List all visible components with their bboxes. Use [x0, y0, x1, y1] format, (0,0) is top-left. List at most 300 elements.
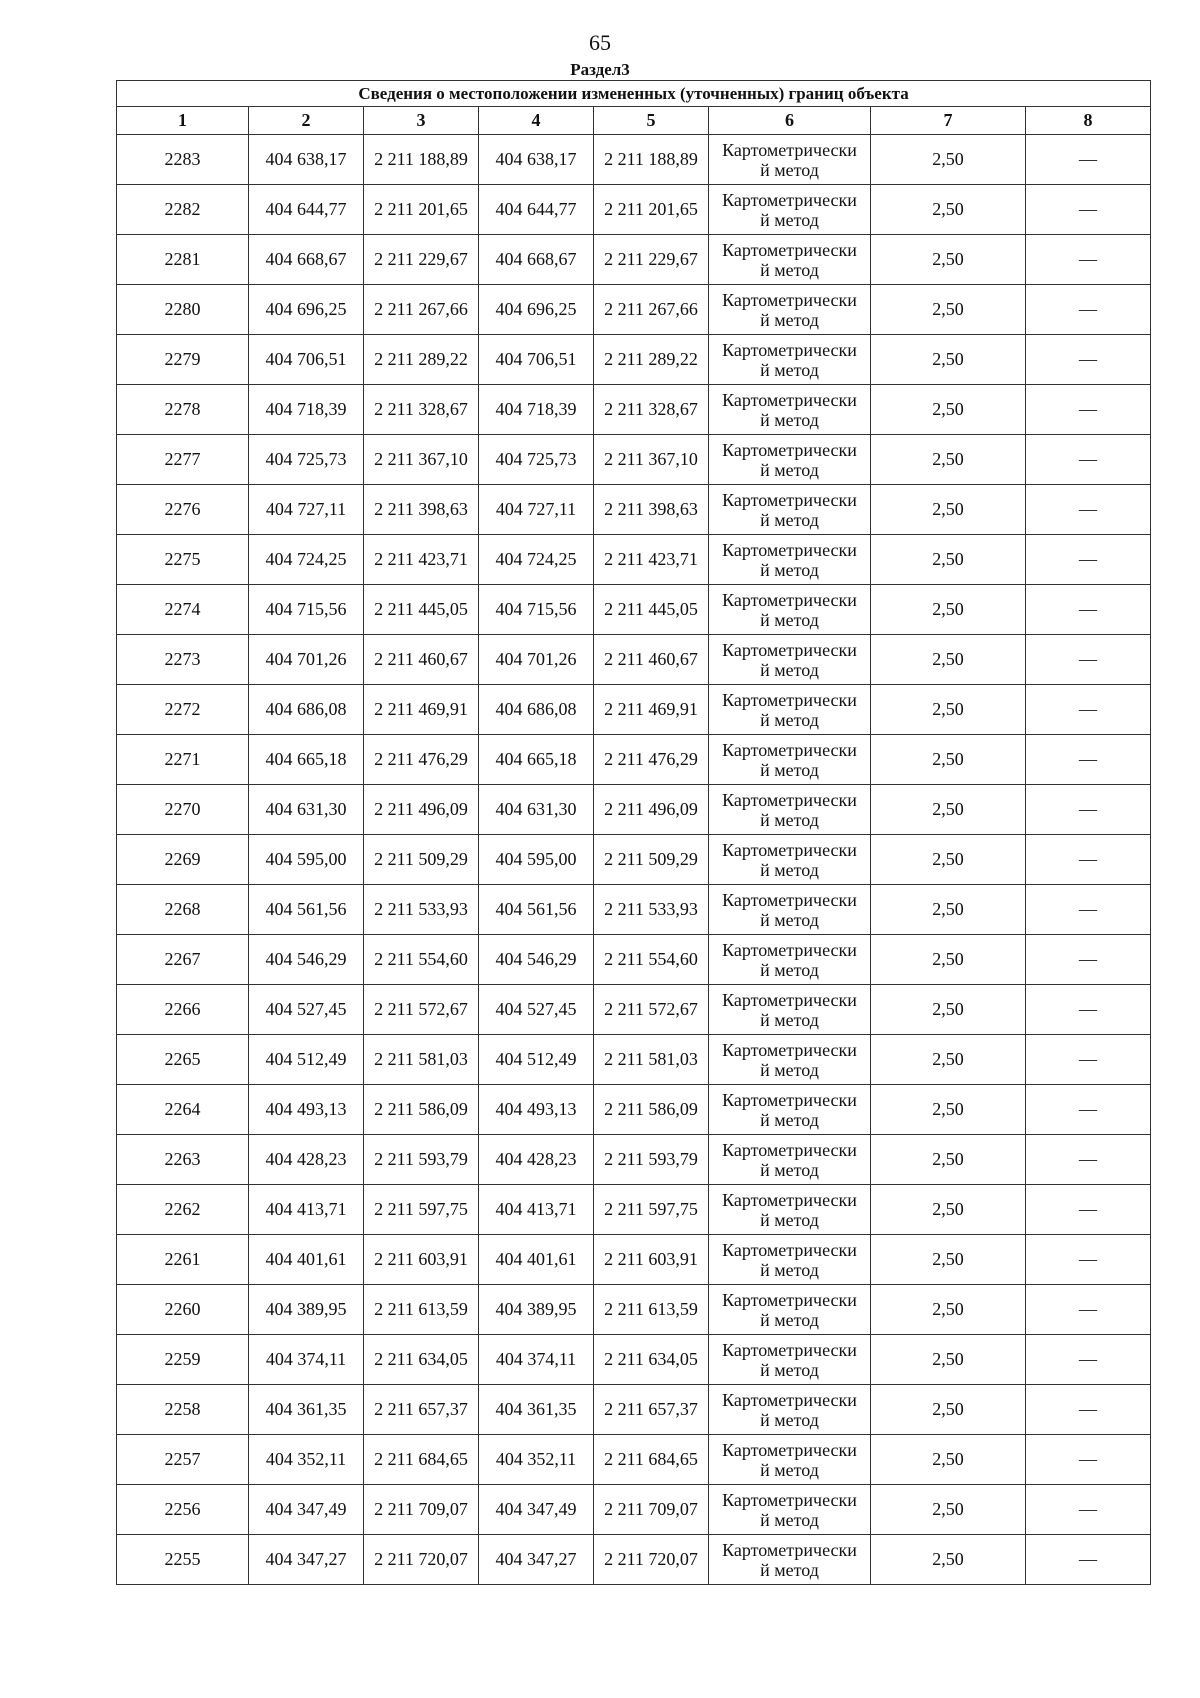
method-text-line2: й метод [760, 1109, 819, 1130]
method-text-line1: Картометрически [722, 1489, 857, 1510]
method-cell [709, 1435, 871, 1485]
accuracy-cell: 2,50 [871, 1135, 1026, 1185]
method-text-line1: Картометрически [722, 289, 857, 310]
method-text-line2: й метод [760, 1409, 819, 1430]
point-number-cell: 2273 [117, 635, 249, 685]
y-coordinate-new-cell: 2 211 188,89 [594, 135, 709, 185]
note-cell: — [1026, 335, 1151, 385]
point-number-cell: 2271 [117, 735, 249, 785]
note-cell: — [1026, 1235, 1151, 1285]
method-text-line1: Картометрически [722, 839, 857, 860]
x-coordinate-existing-cell: 404 361,35 [249, 1385, 364, 1435]
y-coordinate-new-cell: 2 211 554,60 [594, 935, 709, 985]
point-number-cell: 2264 [117, 1085, 249, 1135]
method-text-line2: й метод [760, 609, 819, 630]
x-coordinate-new-cell: 404 352,11 [479, 1435, 594, 1485]
method-cell [709, 1485, 871, 1535]
table-row [117, 285, 1151, 335]
table-caption-row [117, 81, 1151, 107]
note-cell: — [1026, 1285, 1151, 1335]
note-cell: — [1026, 435, 1151, 485]
y-coordinate-existing-cell: 2 211 634,05 [364, 1335, 479, 1385]
table-row [117, 135, 1151, 185]
point-number-cell: 2268 [117, 885, 249, 935]
point-number-cell: 2255 [117, 1535, 249, 1585]
y-coordinate-existing-cell: 2 211 586,09 [364, 1085, 479, 1135]
method-text-line1: Картометрически [722, 1089, 857, 1110]
y-coordinate-existing-cell: 2 211 593,79 [364, 1135, 479, 1185]
table-row [117, 835, 1151, 885]
method-text-line2: й метод [760, 1459, 819, 1480]
x-coordinate-existing-cell: 404 701,26 [249, 635, 364, 685]
x-coordinate-existing-cell: 404 631,30 [249, 785, 364, 835]
y-coordinate-existing-cell: 2 211 613,59 [364, 1285, 479, 1335]
point-number-cell: 2279 [117, 335, 249, 385]
method-text-line1: Картометрически [722, 639, 857, 660]
note-cell: — [1026, 1335, 1151, 1385]
accuracy-cell: 2,50 [871, 185, 1026, 235]
point-number-cell: 2261 [117, 1235, 249, 1285]
note-cell: — [1026, 1085, 1151, 1135]
note-cell: — [1026, 535, 1151, 585]
x-coordinate-new-cell: 404 665,18 [479, 735, 594, 785]
x-coordinate-existing-cell: 404 644,77 [249, 185, 364, 235]
x-coordinate-existing-cell: 404 686,08 [249, 685, 364, 735]
table-row [117, 335, 1151, 385]
column-number: 2 [249, 107, 364, 135]
method-cell [709, 885, 871, 935]
method-cell [709, 735, 871, 785]
method-cell [709, 1385, 871, 1435]
x-coordinate-existing-cell: 404 665,18 [249, 735, 364, 785]
table-row [117, 485, 1151, 535]
method-text-line2: й метод [760, 1009, 819, 1030]
point-number-cell: 2275 [117, 535, 249, 585]
table-row [117, 385, 1151, 435]
method-cell [709, 1035, 871, 1085]
y-coordinate-new-cell: 2 211 657,37 [594, 1385, 709, 1435]
method-text-line1: Картометрически [722, 1539, 857, 1560]
method-text-line1: Картометрически [722, 939, 857, 960]
y-coordinate-existing-cell: 2 211 657,37 [364, 1385, 479, 1435]
x-coordinate-existing-cell: 404 413,71 [249, 1185, 364, 1235]
method-text-line2: й метод [760, 259, 819, 280]
x-coordinate-new-cell: 404 727,11 [479, 485, 594, 535]
note-cell: — [1026, 885, 1151, 935]
method-cell [709, 835, 871, 885]
point-number-cell: 2266 [117, 985, 249, 1035]
note-cell: — [1026, 1385, 1151, 1435]
method-cell [709, 385, 871, 435]
method-cell [709, 135, 871, 185]
table-row [117, 185, 1151, 235]
point-number-cell: 2270 [117, 785, 249, 835]
point-number-cell: 2260 [117, 1285, 249, 1335]
point-number-cell: 2262 [117, 1185, 249, 1235]
method-cell [709, 485, 871, 535]
accuracy-cell: 2,50 [871, 735, 1026, 785]
method-cell [709, 285, 871, 335]
method-text-line2: й метод [760, 459, 819, 480]
note-cell: — [1026, 185, 1151, 235]
x-coordinate-existing-cell: 404 347,27 [249, 1535, 364, 1585]
y-coordinate-new-cell: 2 211 398,63 [594, 485, 709, 535]
method-cell [709, 785, 871, 835]
y-coordinate-new-cell: 2 211 634,05 [594, 1335, 709, 1385]
method-text-line2: й метод [760, 1059, 819, 1080]
y-coordinate-existing-cell: 2 211 367,10 [364, 435, 479, 485]
method-text-line2: й метод [760, 509, 819, 530]
y-coordinate-new-cell: 2 211 709,07 [594, 1485, 709, 1535]
note-cell: — [1026, 135, 1151, 185]
method-text-line1: Картометрически [722, 1239, 857, 1260]
y-coordinate-new-cell: 2 211 476,29 [594, 735, 709, 785]
method-cell [709, 1235, 871, 1285]
point-number-cell: 2256 [117, 1485, 249, 1535]
x-coordinate-existing-cell: 404 724,25 [249, 535, 364, 585]
point-number-cell: 2282 [117, 185, 249, 235]
y-coordinate-existing-cell: 2 211 709,07 [364, 1485, 479, 1535]
accuracy-cell: 2,50 [871, 1335, 1026, 1385]
method-text-line1: Картометрически [722, 1389, 857, 1410]
accuracy-cell: 2,50 [871, 685, 1026, 735]
x-coordinate-existing-cell: 404 727,11 [249, 485, 364, 535]
y-coordinate-existing-cell: 2 211 533,93 [364, 885, 479, 935]
accuracy-cell: 2,50 [871, 1085, 1026, 1135]
y-coordinate-existing-cell: 2 211 509,29 [364, 835, 479, 885]
note-cell: — [1026, 985, 1151, 1035]
note-cell: — [1026, 685, 1151, 735]
y-coordinate-existing-cell: 2 211 267,66 [364, 285, 479, 335]
x-coordinate-existing-cell: 404 374,11 [249, 1335, 364, 1385]
method-text-line1: Картометрически [722, 889, 857, 910]
x-coordinate-existing-cell: 404 401,61 [249, 1235, 364, 1285]
y-coordinate-existing-cell: 2 211 328,67 [364, 385, 479, 435]
y-coordinate-new-cell: 2 211 201,65 [594, 185, 709, 235]
table-row [117, 1185, 1151, 1235]
note-cell: — [1026, 835, 1151, 885]
y-coordinate-new-cell: 2 211 367,10 [594, 435, 709, 485]
method-cell [709, 935, 871, 985]
x-coordinate-new-cell: 404 401,61 [479, 1235, 594, 1285]
point-number-cell: 2277 [117, 435, 249, 485]
x-coordinate-existing-cell: 404 706,51 [249, 335, 364, 385]
table-row [117, 1485, 1151, 1535]
method-cell [709, 185, 871, 235]
x-coordinate-new-cell: 404 706,51 [479, 335, 594, 385]
method-text-line1: Картометрически [722, 1289, 857, 1310]
accuracy-cell: 2,50 [871, 835, 1026, 885]
method-cell [709, 235, 871, 285]
point-number-cell: 2283 [117, 135, 249, 185]
x-coordinate-existing-cell: 404 352,11 [249, 1435, 364, 1485]
accuracy-cell: 2,50 [871, 935, 1026, 985]
column-number: 6 [709, 107, 871, 135]
accuracy-cell: 2,50 [871, 1535, 1026, 1585]
note-cell: — [1026, 1035, 1151, 1085]
accuracy-cell: 2,50 [871, 635, 1026, 685]
y-coordinate-existing-cell: 2 211 496,09 [364, 785, 479, 835]
table-row [117, 1085, 1151, 1135]
y-coordinate-new-cell: 2 211 469,91 [594, 685, 709, 735]
point-number-cell: 2263 [117, 1135, 249, 1185]
accuracy-cell: 2,50 [871, 885, 1026, 935]
table-row [117, 685, 1151, 735]
table-row [117, 635, 1151, 685]
y-coordinate-new-cell: 2 211 267,66 [594, 285, 709, 335]
method-cell [709, 1335, 871, 1385]
x-coordinate-new-cell: 404 512,49 [479, 1035, 594, 1085]
accuracy-cell: 2,50 [871, 385, 1026, 435]
x-coordinate-new-cell: 404 644,77 [479, 185, 594, 235]
method-text-line2: й метод [760, 909, 819, 930]
column-number: 7 [871, 107, 1026, 135]
method-text-line1: Картометрически [722, 339, 857, 360]
note-cell: — [1026, 635, 1151, 685]
method-text-line1: Картометрически [722, 539, 857, 560]
x-coordinate-new-cell: 404 668,67 [479, 235, 594, 285]
note-cell: — [1026, 785, 1151, 835]
x-coordinate-existing-cell: 404 595,00 [249, 835, 364, 885]
table-caption: Сведения о местоположении измененных (уточненных) границ объекта [117, 81, 1151, 107]
x-coordinate-existing-cell: 404 561,56 [249, 885, 364, 935]
accuracy-cell: 2,50 [871, 335, 1026, 385]
table-row [117, 435, 1151, 485]
y-coordinate-existing-cell: 2 211 229,67 [364, 235, 479, 285]
y-coordinate-new-cell: 2 211 603,91 [594, 1235, 709, 1285]
y-coordinate-existing-cell: 2 211 289,22 [364, 335, 479, 385]
method-text-line2: й метод [760, 1309, 819, 1330]
y-coordinate-existing-cell: 2 211 603,91 [364, 1235, 479, 1285]
column-number: 8 [1026, 107, 1151, 135]
method-text-line2: й метод [760, 709, 819, 730]
table-row [117, 885, 1151, 935]
accuracy-cell: 2,50 [871, 1385, 1026, 1435]
y-coordinate-existing-cell: 2 211 188,89 [364, 135, 479, 185]
accuracy-cell: 2,50 [871, 1485, 1026, 1535]
point-number-cell: 2269 [117, 835, 249, 885]
point-number-cell: 2274 [117, 585, 249, 635]
x-coordinate-existing-cell: 404 696,25 [249, 285, 364, 335]
x-coordinate-existing-cell: 404 527,45 [249, 985, 364, 1035]
y-coordinate-new-cell: 2 211 445,05 [594, 585, 709, 635]
note-cell: — [1026, 1535, 1151, 1585]
method-text-line2: й метод [760, 359, 819, 380]
y-coordinate-existing-cell: 2 211 720,07 [364, 1535, 479, 1585]
accuracy-cell: 2,50 [871, 1235, 1026, 1285]
x-coordinate-existing-cell: 404 668,67 [249, 235, 364, 285]
accuracy-cell: 2,50 [871, 235, 1026, 285]
accuracy-cell: 2,50 [871, 1035, 1026, 1085]
method-cell [709, 1185, 871, 1235]
x-coordinate-new-cell: 404 527,45 [479, 985, 594, 1035]
x-coordinate-existing-cell: 404 546,29 [249, 935, 364, 985]
method-cell [709, 1285, 871, 1335]
x-coordinate-existing-cell: 404 512,49 [249, 1035, 364, 1085]
coordinates-table [116, 80, 1151, 1585]
y-coordinate-new-cell: 2 211 496,09 [594, 785, 709, 835]
column-number: 5 [594, 107, 709, 135]
point-number-cell: 2258 [117, 1385, 249, 1435]
column-number-row [117, 107, 1151, 135]
method-text-line2: й метод [760, 559, 819, 580]
method-text-line2: й метод [760, 959, 819, 980]
y-coordinate-new-cell: 2 211 328,67 [594, 385, 709, 435]
x-coordinate-new-cell: 404 546,29 [479, 935, 594, 985]
table-row [117, 935, 1151, 985]
y-coordinate-existing-cell: 2 211 423,71 [364, 535, 479, 585]
method-text-line1: Картометрически [722, 1189, 857, 1210]
method-text-line2: й метод [760, 1509, 819, 1530]
y-coordinate-new-cell: 2 211 720,07 [594, 1535, 709, 1585]
y-coordinate-existing-cell: 2 211 581,03 [364, 1035, 479, 1085]
y-coordinate-new-cell: 2 211 533,93 [594, 885, 709, 935]
table-row [117, 1035, 1151, 1085]
y-coordinate-existing-cell: 2 211 469,91 [364, 685, 479, 735]
y-coordinate-new-cell: 2 211 229,67 [594, 235, 709, 285]
x-coordinate-new-cell: 404 631,30 [479, 785, 594, 835]
y-coordinate-existing-cell: 2 211 460,67 [364, 635, 479, 685]
section-title: Раздел3 [570, 60, 630, 79]
x-coordinate-new-cell: 404 701,26 [479, 635, 594, 685]
note-cell: — [1026, 285, 1151, 335]
method-text-line2: й метод [760, 659, 819, 680]
point-number-cell: 2281 [117, 235, 249, 285]
point-number-cell: 2259 [117, 1335, 249, 1385]
accuracy-cell: 2,50 [871, 785, 1026, 835]
x-coordinate-new-cell: 404 718,39 [479, 385, 594, 435]
method-text-line1: Картометрически [722, 239, 857, 260]
table-row [117, 585, 1151, 635]
table-body [117, 135, 1151, 1585]
table-row [117, 785, 1151, 835]
method-text-line1: Картометрически [722, 139, 857, 160]
method-text-line2: й метод [760, 1359, 819, 1380]
y-coordinate-new-cell: 2 211 572,67 [594, 985, 709, 1035]
y-coordinate-new-cell: 2 211 460,67 [594, 635, 709, 685]
method-cell [709, 585, 871, 635]
point-number-cell: 2276 [117, 485, 249, 535]
x-coordinate-existing-cell: 404 638,17 [249, 135, 364, 185]
note-cell: — [1026, 1435, 1151, 1485]
table-row [117, 1535, 1151, 1585]
method-text-line1: Картометрически [722, 789, 857, 810]
method-cell [709, 335, 871, 385]
point-number-cell: 2267 [117, 935, 249, 985]
x-coordinate-existing-cell: 404 347,49 [249, 1485, 364, 1535]
x-coordinate-new-cell: 404 493,13 [479, 1085, 594, 1135]
method-text-line1: Картометрически [722, 1039, 857, 1060]
x-coordinate-new-cell: 404 595,00 [479, 835, 594, 885]
method-text-line1: Картометрически [722, 689, 857, 710]
x-coordinate-new-cell: 404 361,35 [479, 1385, 594, 1435]
x-coordinate-new-cell: 404 347,27 [479, 1535, 594, 1585]
table-row [117, 535, 1151, 585]
method-text-line2: й метод [760, 1159, 819, 1180]
x-coordinate-new-cell: 404 428,23 [479, 1135, 594, 1185]
y-coordinate-existing-cell: 2 211 476,29 [364, 735, 479, 785]
method-text-line2: й метод [760, 309, 819, 330]
table-row [117, 235, 1151, 285]
method-text-line1: Картометрически [722, 589, 857, 610]
note-cell: — [1026, 1135, 1151, 1185]
x-coordinate-new-cell: 404 638,17 [479, 135, 594, 185]
accuracy-cell: 2,50 [871, 585, 1026, 635]
table-row [117, 1235, 1151, 1285]
x-coordinate-new-cell: 404 413,71 [479, 1185, 594, 1235]
table-row [117, 1385, 1151, 1435]
method-text-line1: Картометрически [722, 1339, 857, 1360]
method-text-line2: й метод [760, 1559, 819, 1580]
method-cell [709, 535, 871, 585]
y-coordinate-new-cell: 2 211 593,79 [594, 1135, 709, 1185]
y-coordinate-existing-cell: 2 211 398,63 [364, 485, 479, 535]
method-cell [709, 1535, 871, 1585]
note-cell: — [1026, 935, 1151, 985]
y-coordinate-new-cell: 2 211 586,09 [594, 1085, 709, 1135]
method-text-line2: й метод [760, 209, 819, 230]
point-number-cell: 2272 [117, 685, 249, 735]
page-number: 65 [589, 30, 611, 55]
x-coordinate-existing-cell: 404 715,56 [249, 585, 364, 635]
method-text-line1: Картометрически [722, 389, 857, 410]
table-row [117, 1285, 1151, 1335]
y-coordinate-new-cell: 2 211 509,29 [594, 835, 709, 885]
x-coordinate-existing-cell: 404 428,23 [249, 1135, 364, 1185]
accuracy-cell: 2,50 [871, 285, 1026, 335]
note-cell: — [1026, 585, 1151, 635]
column-number: 3 [364, 107, 479, 135]
y-coordinate-new-cell: 2 211 684,65 [594, 1435, 709, 1485]
method-text-line2: й метод [760, 159, 819, 180]
x-coordinate-existing-cell: 404 493,13 [249, 1085, 364, 1135]
method-text-line1: Картометрически [722, 1439, 857, 1460]
x-coordinate-new-cell: 404 347,49 [479, 1485, 594, 1535]
y-coordinate-new-cell: 2 211 581,03 [594, 1035, 709, 1085]
point-number-cell: 2257 [117, 1435, 249, 1485]
x-coordinate-new-cell: 404 696,25 [479, 285, 594, 335]
x-coordinate-new-cell: 404 724,25 [479, 535, 594, 585]
y-coordinate-existing-cell: 2 211 445,05 [364, 585, 479, 635]
y-coordinate-existing-cell: 2 211 684,65 [364, 1435, 479, 1485]
accuracy-cell: 2,50 [871, 985, 1026, 1035]
x-coordinate-new-cell: 404 725,73 [479, 435, 594, 485]
x-coordinate-new-cell: 404 561,56 [479, 885, 594, 935]
method-text-line1: Картометрически [722, 189, 857, 210]
y-coordinate-new-cell: 2 211 423,71 [594, 535, 709, 585]
accuracy-cell: 2,50 [871, 135, 1026, 185]
y-coordinate-existing-cell: 2 211 572,67 [364, 985, 479, 1035]
method-text-line2: й метод [760, 1259, 819, 1280]
table-row [117, 1135, 1151, 1185]
accuracy-cell: 2,50 [871, 1435, 1026, 1485]
x-coordinate-new-cell: 404 374,11 [479, 1335, 594, 1385]
x-coordinate-existing-cell: 404 725,73 [249, 435, 364, 485]
x-coordinate-existing-cell: 404 389,95 [249, 1285, 364, 1335]
method-text-line1: Картометрически [722, 1139, 857, 1160]
method-cell [709, 1135, 871, 1185]
method-cell [709, 435, 871, 485]
note-cell: — [1026, 385, 1151, 435]
method-text-line2: й метод [760, 859, 819, 880]
table-row [117, 735, 1151, 785]
method-cell [709, 685, 871, 735]
method-cell [709, 1085, 871, 1135]
method-cell [709, 635, 871, 685]
y-coordinate-existing-cell: 2 211 597,75 [364, 1185, 479, 1235]
method-cell [709, 985, 871, 1035]
point-number-cell: 2265 [117, 1035, 249, 1085]
